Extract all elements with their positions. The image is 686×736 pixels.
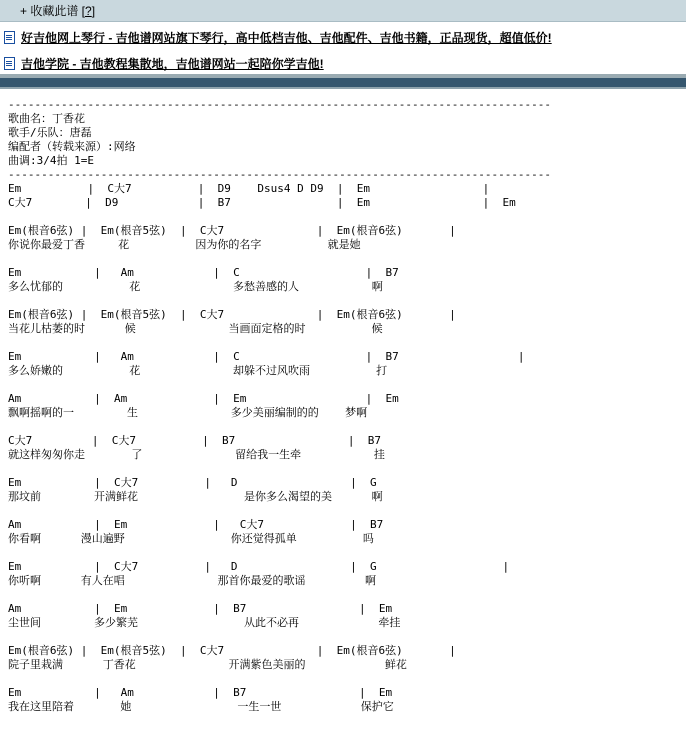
tab-line: C大7 | D9 | B7 | Em | Em: [8, 196, 516, 209]
tab-line: 我在这里陪着 她 一生一世 保护它: [8, 700, 394, 713]
tab-line: [8, 546, 551, 560]
tab-line: [8, 252, 551, 266]
tab-line: 你说你最爱丁香 花 因为你的名字 就是她: [8, 238, 361, 251]
tab-line: Em | Am | C | B7 |: [8, 350, 525, 363]
tab-line: ----------------------------------------------------------------------------------: [8, 168, 552, 181]
tab-line: 歌手/乐队：唐磊: [8, 126, 92, 139]
tab-line: 编配者（转载来源）:网络: [8, 140, 136, 153]
tab-line: 就这样匆匆你走 了 留给我一生牵 挂: [8, 448, 385, 461]
tab-line: [8, 672, 551, 686]
tab-line: 你听啊 有人在唱 那首你最爱的歌谣 啊: [8, 574, 377, 587]
tab-line: Am | Em | C大7 | B7: [8, 518, 384, 531]
tab-line: 你看啊 漫山遍野 你还觉得孤单 吗: [8, 532, 374, 545]
tab-line: C大7 | C大7 | B7 | B7: [8, 434, 381, 447]
tab-line: Em | Am | C | B7: [8, 266, 399, 279]
tab-line: Em(根音6弦) | Em(根音5弦) | C大7 | Em(根音6弦) |: [8, 224, 456, 237]
ad-link-text[interactable]: 好吉他网上琴行 - 吉他谱网站旗下琴行，高中低档吉他、吉他配件、吉他书籍，正品现货，超值低价!: [21, 31, 552, 45]
favorite-label-suffix: ]: [91, 4, 96, 18]
ad-links: [0, 22, 686, 74]
tab-line: 院子里栽满 丁香花 开满紫色美丽的 鲜花: [8, 658, 407, 671]
favorite-label[interactable]: + 收藏此谱 [: [20, 4, 86, 18]
tab-line: Em(根音6弦) | Em(根音5弦) | C大7 | Em(根音6弦) |: [8, 644, 456, 657]
guitar-tab: [8, 98, 551, 714]
document-icon: [4, 31, 15, 44]
tab-line: 多么娇嫩的 花 却躲不过风吹雨 打: [8, 364, 388, 377]
tab-line: [8, 588, 551, 602]
tab-line: [8, 336, 551, 350]
tab-line: [8, 210, 551, 224]
tab-line: [8, 630, 551, 644]
divider: [0, 87, 686, 89]
tab-line: [8, 462, 551, 476]
tab-line: [8, 378, 551, 392]
tab-line: 飘啊摇啊的一 生 多少美丽编制的的 梦啊: [8, 406, 368, 419]
help-link[interactable]: ?: [85, 4, 92, 18]
tab-line: 当花儿枯萎的时 候 当画面定格的时 候: [8, 322, 383, 335]
tab-line: 多么忧郁的 花 多愁善感的人 啊: [8, 280, 383, 293]
tab-line: Am | Em | B7 | Em: [8, 602, 393, 615]
tab-line: Em | C大7 | D | G: [8, 476, 377, 489]
favorite-bar: [0, 0, 686, 22]
tab-line: [8, 294, 551, 308]
ad-link-guitar-school[interactable]: [4, 55, 324, 72]
tab-line: ----------------------------------------------------------------------------------: [8, 98, 552, 111]
tab-line: 尘世间 多少繁芜 从此不必再 牵挂: [8, 616, 401, 629]
tab-line: Em(根音6弦) | Em(根音5弦) | C大7 | Em(根音6弦) |: [8, 308, 456, 321]
tab-line: Am | Am | Em | Em: [8, 392, 399, 405]
tab-line: 曲调:3/4拍 1=E: [8, 154, 94, 167]
ad-link-guitar-shop[interactable]: [4, 29, 552, 46]
tab-line: [8, 504, 551, 518]
tab-line: 歌曲名：丁香花: [8, 112, 85, 125]
tab-line: Em | Am | B7 | Em: [8, 686, 393, 699]
tab-line: Em | C大7 | D | G |: [8, 560, 510, 573]
divider: [0, 78, 686, 87]
favorite-link[interactable]: [20, 2, 95, 19]
tab-line: [8, 420, 551, 434]
tab-line: Em | C大7 | D9 Dsus4 D D9 | Em |: [8, 182, 490, 195]
document-icon: [4, 57, 15, 70]
ad-link-text[interactable]: 吉他学院 - 吉他教程集散地，吉他谱网站一起陪你学吉他!: [21, 57, 324, 71]
tab-line: 那坟前 开满鲜花 是你多么渴望的美 啊: [8, 490, 383, 503]
